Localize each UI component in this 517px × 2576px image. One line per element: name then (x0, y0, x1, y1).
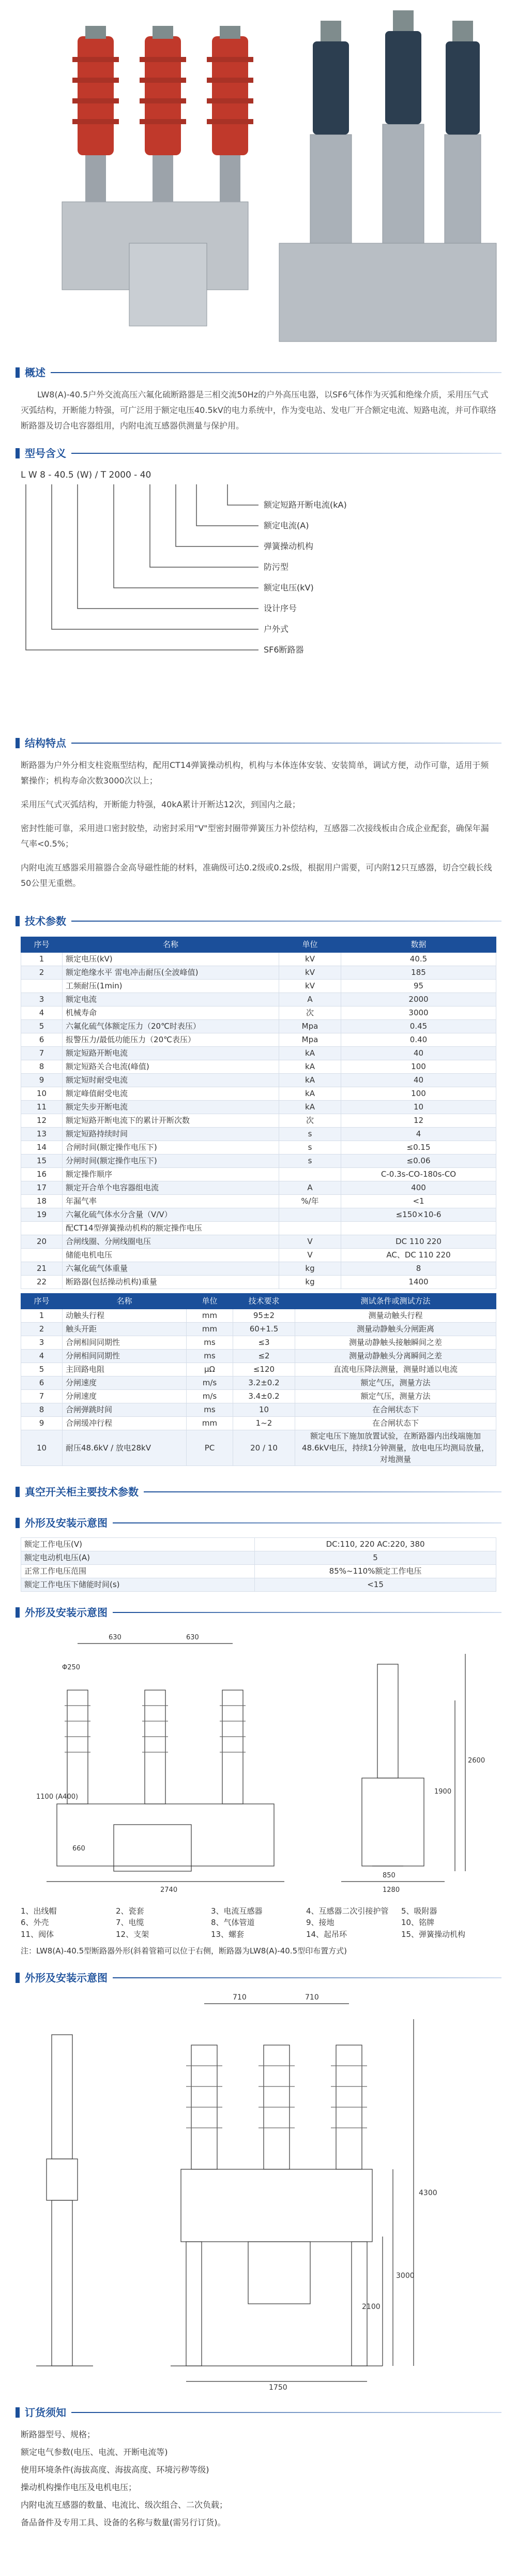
table-cell: 17 (21, 1181, 63, 1195)
table-cell: AC、DC 110 220 (341, 1249, 496, 1262)
drawing1-figure (21, 1623, 496, 1902)
test-header-col: 测试条件或测试方法 (295, 1294, 496, 1309)
table-cell (279, 1208, 341, 1222)
table-cell: 额定工作电压(V) (21, 1537, 255, 1551)
table-cell: s (279, 1141, 341, 1154)
breaker-illustration (0, 0, 517, 362)
table-cell: kg (279, 1276, 341, 1289)
table-cell: 1400 (341, 1276, 496, 1289)
table-cell: 3000 (341, 1006, 496, 1020)
legend-item: 9、接地 (306, 1918, 334, 1927)
breaker-left-image (62, 26, 253, 326)
table-cell: 额定电压(kV) (63, 953, 279, 966)
table-cell: Mpa (279, 1033, 341, 1047)
dim-top-2: 630 (186, 1633, 199, 1641)
table-cell: 4 (21, 1350, 63, 1363)
dim-base: 660 (72, 1844, 85, 1853)
table-row (21, 1276, 496, 1289)
table-cell: Mpa (279, 1020, 341, 1033)
d2-dim-w: 1750 (269, 2383, 287, 2392)
table-cell: 配CT14型弹簧操动机构的额定操作电压 (63, 1222, 279, 1235)
table-cell: 分闸速度 (63, 1376, 187, 1390)
table-cell: 分闸速度 (63, 1390, 187, 1403)
model-diagram (21, 464, 496, 733)
table-cell: 40 (341, 1074, 496, 1087)
legend-item: 12、支架 (115, 1929, 149, 1939)
table-cell: 工频耐压(1min) (63, 980, 279, 993)
legend-item: 1、出线帽 (21, 1906, 57, 1916)
table-cell: 95±2 (233, 1309, 295, 1323)
d2-dim-h3: 2100 (362, 2302, 381, 2311)
test-header-col: 技术要求 (233, 1294, 295, 1309)
table-cell: kA (279, 1087, 341, 1101)
table-cell: 4 (21, 1006, 63, 1020)
order-item: 内附电流互感器的数量、电流比、级次组合、二次负载； (21, 2499, 228, 2510)
table-cell: 40 (341, 1047, 496, 1060)
table-cell: 18 (21, 1195, 63, 1208)
table-cell: 次 (279, 1114, 341, 1128)
overview-title: 概述 (0, 362, 517, 383)
test-header-col: 名称 (63, 1294, 187, 1309)
table-row (21, 1222, 496, 1235)
table-cell: 10 (21, 1430, 63, 1466)
table-row (21, 953, 496, 966)
table-row (21, 1262, 496, 1276)
table-cell: 额定短时耐受电流 (63, 1074, 279, 1087)
feature-line-4: 内附电流互感器采用箍器合金高导磁性能的材料，准确级可达0.2级或0.2s级，根据用户需要，可内附12只互感器，切合空载长线50公里无重燃。 (21, 863, 492, 888)
table-row (21, 1033, 496, 1047)
order-title: 订货须知 (0, 2402, 517, 2423)
table-row (21, 1154, 496, 1168)
table-cell: m/s (187, 1390, 233, 1403)
table-cell: DC:110, 220 AC:220, 380 (255, 1537, 496, 1551)
table-cell: 3.4±0.2 (233, 1390, 295, 1403)
legend-item: 4、互感器二次引接护管 (306, 1906, 389, 1916)
table-cell: 1 (21, 1309, 63, 1323)
table-cell: 额定短路关合电流(峰值) (63, 1060, 279, 1074)
table-cell: 断路器(包括操动机构)重量 (63, 1276, 279, 1289)
table-row (21, 1101, 496, 1114)
table-cell: C-0.3s-CO-180s-CO (341, 1168, 496, 1181)
breaker-right-image (279, 10, 496, 342)
table-cell (341, 1222, 496, 1235)
table-cell: 5 (255, 1551, 496, 1564)
table-row (21, 1128, 496, 1141)
table-cell: 机械寿命 (63, 1006, 279, 1020)
model-label-7: 户外式 (264, 624, 289, 634)
table-cell: V (279, 1235, 341, 1249)
table-cell: mm (187, 1323, 233, 1336)
order-item: 备品备件及专用工具、设备的名称与数量(需另行订货)。 (21, 2517, 226, 2527)
test-header-col: 单位 (187, 1294, 233, 1309)
table-cell: 直流电压降法测量，测量时通以电流 (295, 1363, 496, 1376)
table-row (21, 1208, 496, 1222)
table-cell (21, 1222, 63, 1235)
table-cell: 14 (21, 1141, 63, 1154)
table-cell: 5 (21, 1363, 63, 1376)
table-cell: 额定短路持续时间 (63, 1128, 279, 1141)
legend-item: 15、弹簧操动机构 (401, 1929, 466, 1939)
table-cell: 22 (21, 1276, 63, 1289)
legend-item: 10、铭牌 (401, 1918, 435, 1927)
table-cell: <15 (255, 1578, 496, 1591)
table-cell: 测量动静触头接触瞬间之差 (295, 1336, 496, 1350)
table-cell (279, 1222, 341, 1235)
table-cell: 10 (233, 1403, 295, 1417)
table-row (21, 1074, 496, 1087)
table-cell: 动触头行程 (63, 1309, 187, 1323)
order-item: 断路器型号、规格； (21, 2429, 96, 2439)
table-cell: kA (279, 1101, 341, 1114)
table-cell: 额定绝缘水平 雷电冲击耐压(全波峰值) (63, 966, 279, 980)
table-cell: 1 (21, 953, 63, 966)
table-cell: 在合闸状态下 (295, 1417, 496, 1430)
model-label-1: 额定短路开断电流(kA) (264, 500, 347, 510)
install-title: 外形及安装示意图 (0, 1513, 517, 1533)
model-label-3: 弹簧操动机构 (264, 541, 314, 551)
table-cell: mm (187, 1309, 233, 1323)
table-cell: 合闸相间同期性 (63, 1336, 187, 1350)
table-row (21, 1249, 496, 1262)
table-cell: ms (187, 1336, 233, 1350)
table-cell: 7 (21, 1390, 63, 1403)
table-cell: kA (279, 1060, 341, 1074)
table-row (21, 1350, 496, 1363)
order-list (0, 2423, 517, 2535)
table-cell: %/年 (279, 1195, 341, 1208)
table-cell: 额定气压，测量方法 (295, 1390, 496, 1403)
drawing1-legend (0, 1902, 517, 1944)
tech-header-row (21, 937, 496, 953)
legend-item: 7、电缆 (115, 1918, 144, 1927)
test-table-body (21, 1309, 496, 1466)
table-cell: kA (279, 1047, 341, 1060)
table-cell: μΩ (187, 1363, 233, 1376)
table-cell: 分闸时间(额定操作电压下) (63, 1154, 279, 1168)
table-cell: 100 (341, 1060, 496, 1074)
tech-title: 技术参数 (0, 911, 517, 931)
table-row (21, 1141, 496, 1154)
table-cell: s (279, 1154, 341, 1168)
table-row (21, 1564, 496, 1578)
table-cell: 7 (21, 1047, 63, 1060)
table-cell: 20 (21, 1235, 63, 1249)
table-cell: 6 (21, 1033, 63, 1047)
model-title: 型号含义 (0, 443, 517, 464)
table-cell: 额定工作电压下储能时间(s) (21, 1578, 255, 1591)
tech-table-body (21, 953, 496, 1289)
table-cell: 13 (21, 1128, 63, 1141)
table-cell: 10 (341, 1101, 496, 1114)
product-photo (0, 0, 517, 362)
drawing2-title: 外形及安装示意图 (0, 1967, 517, 1988)
dim-width3: 850 (383, 1871, 396, 1879)
dim-diameter: Φ250 (62, 1663, 81, 1671)
table-row (21, 1006, 496, 1020)
legend-item: 14、起吊环 (306, 1929, 347, 1939)
table-row (21, 966, 496, 980)
table-cell: 21 (21, 1262, 63, 1276)
table-cell: 六氟化硫气体重量 (63, 1262, 279, 1276)
table-cell: 8 (21, 1403, 63, 1417)
table-cell: 额定短路开断电流 (63, 1047, 279, 1060)
table-cell: 额定气压，测量方法 (295, 1376, 496, 1390)
table-cell: A (279, 1181, 341, 1195)
table-cell: 9 (21, 1417, 63, 1430)
table-cell: 6 (21, 1376, 63, 1390)
table-row (21, 1060, 496, 1074)
d2-dim-h2: 3000 (396, 2271, 415, 2280)
tech-header-col: 数据 (341, 937, 496, 953)
table-cell: 耐压48.6kV / 放电28kV (63, 1430, 187, 1466)
table-cell: 40.5 (341, 953, 496, 966)
table-cell: 测量动静触头分闸距离 (295, 1323, 496, 1336)
table-cell: 次 (279, 1006, 341, 1020)
table-cell: 8 (21, 1060, 63, 1074)
table-cell: 额定峰值耐受电流 (63, 1087, 279, 1101)
model-label-8: SF6断路器 (264, 645, 304, 655)
tech-header-col: 序号 (21, 937, 63, 953)
model-code: L W 8 - 40.5 (W) / T 2000 - 40 (21, 470, 151, 480)
order-item: 操动机构操作电压及电机电压； (21, 2482, 137, 2492)
table-cell: 0.45 (341, 1020, 496, 1033)
table-cell: ms (187, 1403, 233, 1417)
feature-line-3: 密封性能可靠，采用进口密封胶垫，动密封采用"V"型密封圈带弹簧压力补偿结构，互感器二次接线板由合成企业配套，确保年漏气率<0.5%； (21, 823, 489, 849)
order-item: 使用环境条件(海拔高度、海拔高度、环境污秽等级) (21, 2464, 209, 2475)
table-row (21, 1336, 496, 1350)
legend-item: 13、螺套 (210, 1929, 245, 1939)
table-cell: kV (279, 980, 341, 993)
table-cell: 触头开距 (63, 1323, 187, 1336)
table-cell: 5 (21, 1020, 63, 1033)
table-cell: 2000 (341, 993, 496, 1006)
table-cell: 合闸线圈、分闸线圈电压 (63, 1235, 279, 1249)
features-title: 结构特点 (0, 733, 517, 753)
table-row (21, 1403, 496, 1417)
table-cell: 六氟化硫气体额定压力（20℃时表压） (63, 1020, 279, 1033)
table-row (21, 1537, 496, 1551)
table-cell: 185 (341, 966, 496, 980)
table-cell: 储能电机电压 (63, 1249, 279, 1262)
table-cell: 合闸时间(额定操作电压下) (63, 1141, 279, 1154)
table-cell: 20 / 10 (233, 1430, 295, 1466)
table-cell: 9 (21, 1074, 63, 1087)
test-table (21, 1293, 496, 1466)
install-table-body (21, 1537, 496, 1591)
table-cell: 0.40 (341, 1033, 496, 1047)
table-cell: 测量动触头行程 (295, 1309, 496, 1323)
table-row (21, 1181, 496, 1195)
table-cell: m/s (187, 1376, 233, 1390)
table-row (21, 1417, 496, 1430)
table-row (21, 1376, 496, 1390)
dim-h1: 1100 (A400) (36, 1793, 79, 1801)
table-row (21, 993, 496, 1006)
table-cell: A (279, 993, 341, 1006)
table-row (21, 1309, 496, 1323)
table-cell: 报警压力/最低功能压力（20℃表压） (63, 1033, 279, 1047)
table-cell: kV (279, 953, 341, 966)
table-cell: 60+1.5 (233, 1323, 295, 1336)
table-cell: 16 (21, 1168, 63, 1181)
table-cell: 2 (21, 966, 63, 980)
legend-item: 11、阀体 (21, 1929, 54, 1939)
table-cell: <1 (341, 1195, 496, 1208)
table-row (21, 1168, 496, 1181)
table-row (21, 1114, 496, 1128)
table-cell: ≤0.06 (341, 1154, 496, 1168)
table-cell: 3 (21, 1336, 63, 1350)
legend-item: 8、气体管道 (210, 1918, 255, 1927)
table-cell: ≤0.15 (341, 1141, 496, 1154)
table-cell: PC (187, 1430, 233, 1466)
table-cell: 额定短路开断电流下的累计开断次数 (63, 1114, 279, 1128)
table-cell: ms (187, 1350, 233, 1363)
test-header-row (21, 1294, 496, 1309)
feature-line-2: 采用压气式灭弧结构，开断能力特强，40kA累计开断达12次，到国内之最； (21, 800, 300, 809)
table-cell: V (279, 1249, 341, 1262)
table-cell: 额定失步开断电流 (63, 1101, 279, 1114)
legend-item: 2、瓷套 (115, 1906, 144, 1916)
table-cell: 年漏气率 (63, 1195, 279, 1208)
table-row (21, 1020, 496, 1033)
legend-item: 3、电流互感器 (210, 1906, 263, 1916)
table-cell: 六氟化硫气体水分含量（V/V） (63, 1208, 279, 1222)
table-cell: 主回路电阻 (63, 1363, 187, 1376)
drawing2-figure (21, 1988, 496, 2392)
vacuum-title: 真空开关柜主要技术参数 (0, 1482, 517, 1502)
table-cell: ≤150×10-6 (341, 1208, 496, 1222)
table-cell: 3 (21, 993, 63, 1006)
table-cell: 额定操作顺序 (63, 1168, 279, 1181)
model-label-6: 设计序号 (264, 603, 297, 613)
table-row (21, 1087, 496, 1101)
table-cell: 85%~110%额定工作电压 (255, 1564, 496, 1578)
tech-table (21, 937, 496, 1289)
table-cell: s (279, 1128, 341, 1141)
table-cell: kg (279, 1262, 341, 1276)
d2-dim-a: 710 (233, 1993, 247, 2002)
table-cell: 测量动静触头分离瞬间之差 (295, 1350, 496, 1363)
table-row (21, 1551, 496, 1564)
tech-header-col: 单位 (279, 937, 341, 953)
model-label-5: 额定电压(kV) (264, 583, 314, 593)
table-cell: 11 (21, 1101, 63, 1114)
table-cell (21, 980, 63, 993)
legend-item: 6、外壳 (21, 1918, 49, 1927)
d2-dim-b: 710 (305, 1993, 319, 2002)
d2-dim-h: 4300 (419, 2188, 437, 2197)
dim-width: 2740 (160, 1886, 178, 1894)
table-cell: 3.2±0.2 (233, 1376, 295, 1390)
table-row (21, 1195, 496, 1208)
table-row (21, 1430, 496, 1466)
table-cell: 额定电流 (63, 993, 279, 1006)
table-cell: kA (279, 1074, 341, 1087)
table-cell: ≤120 (233, 1363, 295, 1376)
table-cell: 正常工作电压范围 (21, 1564, 255, 1578)
drawing1-caption: 注：LW8(A)-40.5型断路器外形(斜着管箱可以位于右侧，断路器为LW8(A)-40.5型印布置方式) (21, 1946, 347, 1956)
order-item: 额定电气参数(电压、电流、开断电流等) (21, 2447, 168, 2457)
table-cell: 15 (21, 1154, 63, 1168)
table-row (21, 1363, 496, 1376)
table-cell: 4 (341, 1128, 496, 1141)
install-table (21, 1537, 496, 1592)
legend-item: 5、吸附器 (401, 1906, 437, 1916)
table-row (21, 980, 496, 993)
tech-header-col: 名称 (63, 937, 279, 953)
table-cell: 分闸相间同期性 (63, 1350, 187, 1363)
table-cell: 额定电压下施加放置试验，在断路器内出线端施加48.6kV电压，持续1分钟测量，放电电压均测局放量，对地测量 (295, 1430, 496, 1466)
table-cell: mm (187, 1417, 233, 1430)
table-row (21, 1323, 496, 1336)
dim-width2: 1280 (383, 1886, 400, 1894)
table-cell: 1~2 (233, 1417, 295, 1430)
table-cell: kV (279, 966, 341, 980)
table-row (21, 1390, 496, 1403)
table-cell: 100 (341, 1087, 496, 1101)
dim-height1: 2600 (468, 1756, 485, 1765)
table-cell: 10 (21, 1087, 63, 1101)
model-lines (21, 464, 496, 733)
table-cell: 额定开合单个电容器组电流 (63, 1181, 279, 1195)
table-cell: 合闸缓冲行程 (63, 1417, 187, 1430)
table-cell: 8 (341, 1262, 496, 1276)
table-cell: 2 (21, 1323, 63, 1336)
model-label-2: 额定电流(A) (264, 521, 309, 530)
dim-height2: 1900 (434, 1787, 452, 1796)
drawing2-svg (21, 1988, 496, 2392)
table-cell: ≤3 (233, 1336, 295, 1350)
overview-text: LW8(A)-40.5户外交流高压六氟化硫断路器是三相交流50Hz的户外高压电器，以SF6气体作为灭弧和绝缘介质，采用压气式灭弧结构，开断能力特强，可广泛用于额定电压40.5kV的电力系统中，作为变电站、发电厂开合额定电流、短路电流，并可作联络断路器及切合电容器组用，内附电流互感器供测量与保护用。 (21, 390, 496, 431)
drawing1-title: 外形及安装示意图 (0, 1602, 517, 1623)
model-label-4: 防污型 (264, 562, 289, 572)
table-row (21, 1047, 496, 1060)
table-cell (279, 1168, 341, 1181)
table-cell: 19 (21, 1208, 63, 1222)
table-cell (21, 1249, 63, 1262)
table-row (21, 1578, 496, 1591)
drawing1-svg (21, 1623, 496, 1902)
table-cell: 在合闸状态下 (295, 1403, 496, 1417)
feature-line-1: 断路器为户外分相支柱瓷瓶型结构，配用CT14弹簧操动机构，机构与本体连体安装、安装简单，调试方便，动作可靠，适用于频繁操作；机构寿命次数3000次以上； (21, 760, 489, 786)
table-row (21, 1235, 496, 1249)
table-cell: 额定电动机电压(A) (21, 1551, 255, 1564)
table-cell: 95 (341, 980, 496, 993)
table-cell: 合闸弹跳时间 (63, 1403, 187, 1417)
table-cell: 12 (21, 1114, 63, 1128)
table-cell: DC 110 220 (341, 1235, 496, 1249)
table-cell: ≤2 (233, 1350, 295, 1363)
table-cell: 400 (341, 1181, 496, 1195)
table-cell: 12 (341, 1114, 496, 1128)
dim-top-1: 630 (109, 1633, 121, 1641)
test-header-col: 序号 (21, 1294, 63, 1309)
